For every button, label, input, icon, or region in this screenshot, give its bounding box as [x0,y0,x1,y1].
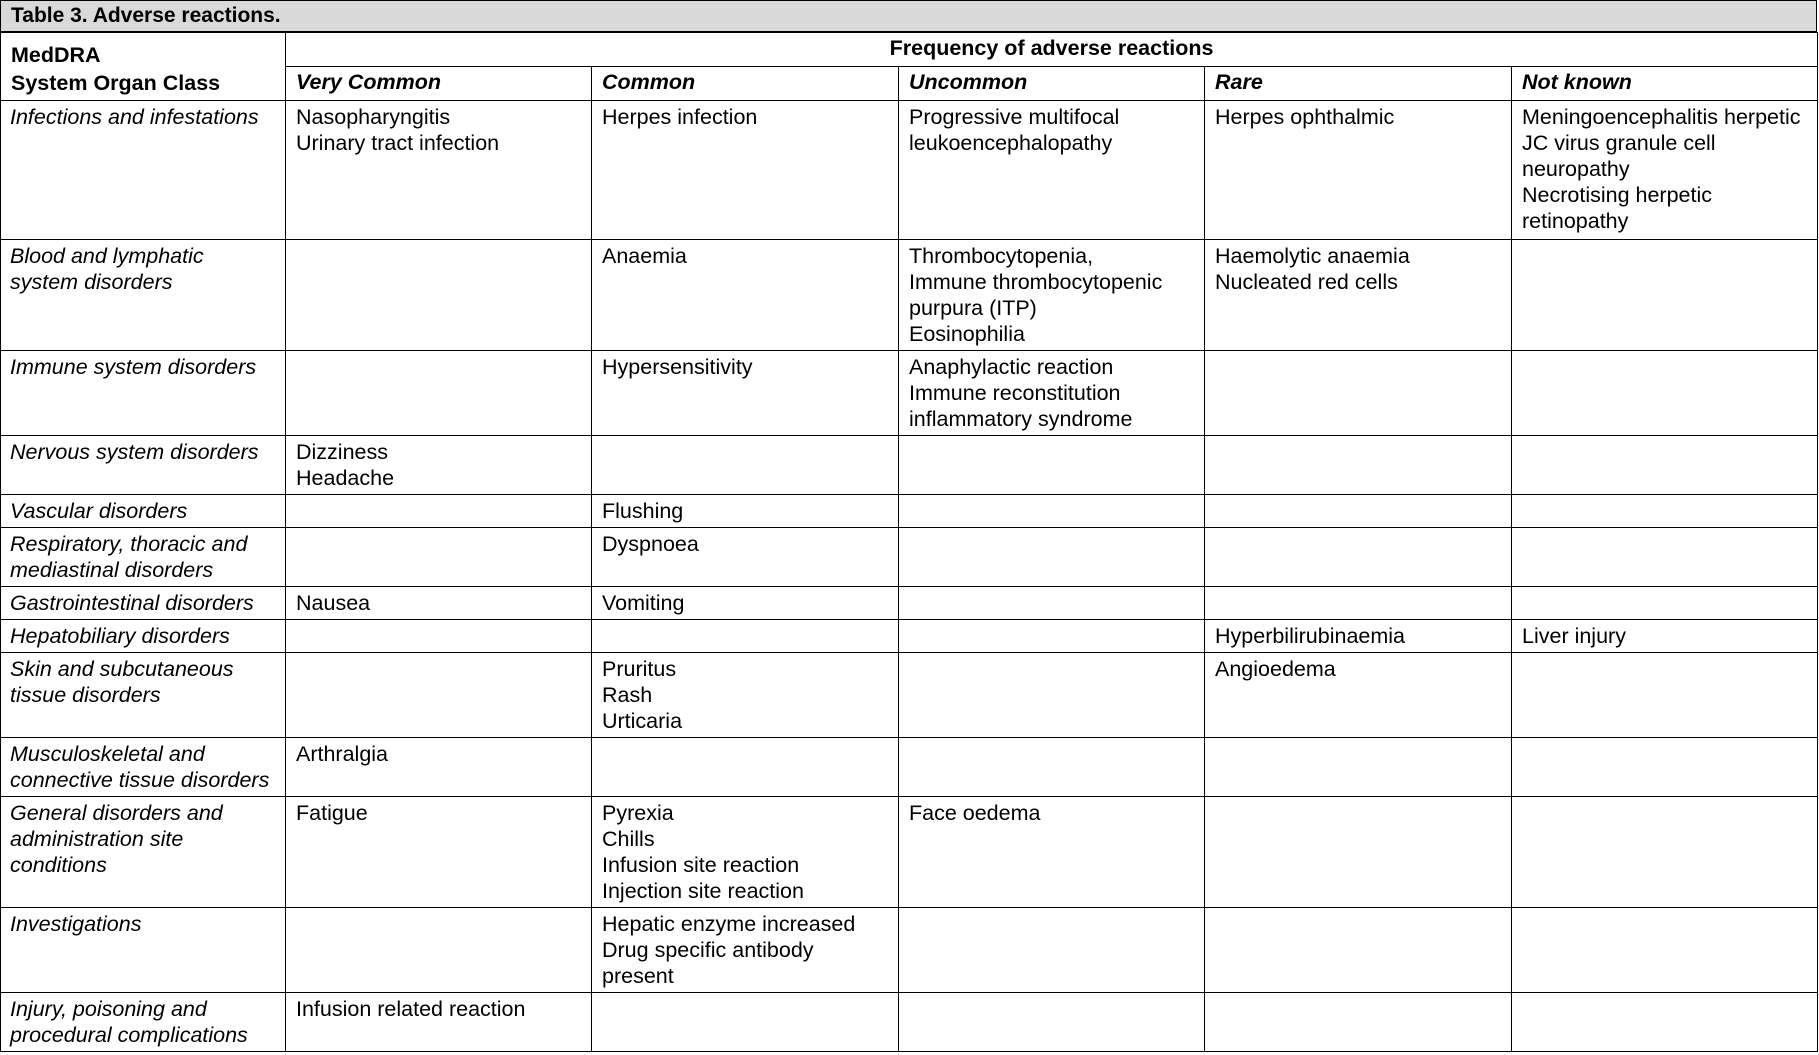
table-row [1,993,1818,1052]
reaction-item: Headache [296,466,395,490]
system-organ-class-cell [1,240,286,351]
cell-line: Nervous system disorders [10,440,259,464]
reaction-cell [286,653,592,738]
reaction-cell [1512,240,1818,351]
reaction-item: Herpes ophthalmic [1215,105,1395,129]
reaction-item: Dyspnoea [602,532,699,556]
reaction-cell [592,908,899,993]
cell-line: procedural complications [10,1023,248,1047]
reaction-cell [286,528,592,587]
reaction-cell [286,587,592,620]
reaction-cell [899,797,1205,908]
reaction-item: Haemolytic anaemia [1215,244,1410,268]
reaction-item: leukoencephalopathy [909,131,1113,155]
reaction-item: present [602,964,674,988]
category-header-common: Common [592,67,899,101]
category-header-not-known: Not known [1512,67,1818,101]
cell-line: Gastrointestinal disorders [10,591,254,615]
reaction-item: Arthralgia [296,742,389,766]
reaction-cell [1205,587,1512,620]
reaction-cell [899,993,1205,1052]
cell-line: Vascular disorders [10,499,188,523]
reaction-cell [1205,101,1512,240]
system-organ-class-cell [1,797,286,908]
reaction-cell [1512,620,1818,653]
cell-line: system disorders [10,270,173,294]
reaction-item: Meningoencephalitis herpetic [1522,105,1801,129]
reaction-cell [1205,528,1512,587]
reaction-item: Anaphylactic reaction [909,355,1114,379]
reaction-cell [1205,653,1512,738]
reaction-cell [592,653,899,738]
table-header [1,33,1818,101]
cell-line: Skin and subcutaneous [10,657,234,681]
reaction-item: Flushing [602,499,684,523]
reaction-item: Anaemia [602,244,687,268]
cell-line: Immune system disorders [10,355,257,379]
reaction-cell [1205,620,1512,653]
cell-line: tissue disorders [10,683,161,707]
reaction-item: Urinary tract infection [296,131,500,155]
table-row [1,495,1818,528]
reaction-cell [899,587,1205,620]
reaction-item: Angioedema [1215,657,1336,681]
reaction-cell [899,101,1205,240]
table-row [1,587,1818,620]
reaction-item: Immune thrombocytopenic [909,270,1163,294]
reaction-item: Drug specific antibody [602,938,814,962]
reaction-item: Thrombocytopenia, [909,244,1094,268]
reaction-cell [899,351,1205,436]
reaction-cell [899,436,1205,495]
table-row [1,528,1818,587]
cell-line: Respiratory, thoracic and [10,532,248,556]
cell-line: Blood and lymphatic [10,244,204,268]
reaction-cell [1512,351,1818,436]
reaction-cell [286,620,592,653]
system-organ-class-cell [1,495,286,528]
system-organ-class-cell [1,908,286,993]
table-row [1,908,1818,993]
reaction-cell [286,351,592,436]
system-organ-class-cell [1,738,286,797]
reaction-cell [1512,495,1818,528]
reaction-cell [1512,797,1818,908]
reaction-cell [1205,993,1512,1052]
reaction-cell [899,240,1205,351]
reaction-cell [592,993,899,1052]
system-organ-class-cell [1,620,286,653]
reaction-item: JC virus granule cell [1522,131,1716,155]
table-row [1,738,1818,797]
reaction-item: Face oedema [909,801,1041,825]
reaction-cell [592,436,899,495]
reaction-cell [1205,738,1512,797]
reaction-item: Rash [602,683,653,707]
reaction-cell [899,908,1205,993]
reaction-item: Pyrexia [602,801,674,825]
reaction-cell [1512,101,1818,240]
reaction-item: retinopathy [1522,209,1629,233]
header-line: MedDRA [11,43,101,67]
table-row [1,797,1818,908]
reaction-cell [592,528,899,587]
table-row [1,101,1818,240]
cell-line: conditions [10,853,107,877]
reaction-item: Nasopharyngitis [296,105,451,129]
reaction-cell [1205,351,1512,436]
reaction-item: Necrotising herpetic [1522,183,1713,207]
reaction-cell [1205,240,1512,351]
reaction-item: Hypersensitivity [602,355,753,379]
reaction-item: Progressive multifocal [909,105,1120,129]
reaction-cell [1205,908,1512,993]
reaction-cell [592,351,899,436]
table-row [1,351,1818,436]
reaction-item: Vomiting [602,591,685,615]
cell-line: Investigations [10,912,142,936]
category-header-uncommon: Uncommon [899,67,1205,101]
system-organ-class-cell [1,653,286,738]
table-row [1,436,1818,495]
reaction-item: Eosinophilia [909,322,1025,346]
reaction-item: Fatigue [296,801,368,825]
system-organ-class-cell [1,993,286,1052]
reaction-cell [1512,528,1818,587]
reaction-item: Urticaria [602,709,683,733]
reaction-cell [286,240,592,351]
system-organ-class-header [1,33,286,101]
reaction-item: Liver injury [1522,624,1626,648]
cell-line: administration site [10,827,184,851]
reaction-item: Dizziness [296,440,388,464]
reaction-cell [899,738,1205,797]
table-row [1,240,1818,351]
reaction-cell [592,101,899,240]
table-body [1,101,1818,1052]
cell-line: Infections and infestations [10,105,259,129]
reaction-cell [286,436,592,495]
reaction-item: Infusion related reaction [296,997,526,1021]
reaction-item: inflammatory syndrome [909,407,1133,431]
cell-line: Injury, poisoning and [10,997,207,1021]
reaction-cell [1512,653,1818,738]
cell-line: Musculoskeletal and [10,742,205,766]
reaction-cell [899,495,1205,528]
system-organ-class-cell [1,436,286,495]
reaction-cell [286,738,592,797]
reaction-item: neuropathy [1522,157,1630,181]
reaction-cell [1512,587,1818,620]
reaction-item: Nausea [296,591,371,615]
reaction-item: Herpes infection [602,105,758,129]
cell-line: connective tissue disorders [10,768,270,792]
reaction-cell [592,587,899,620]
cell-line: mediastinal disorders [10,558,214,582]
reaction-cell [1205,797,1512,908]
reaction-cell [286,495,592,528]
reaction-item: Infusion site reaction [602,853,800,877]
cell-line: General disorders and [10,801,223,825]
frequency-header: Frequency of adverse reactions [286,33,1818,67]
reaction-cell [592,738,899,797]
table-row [1,653,1818,738]
reaction-item: Hepatic enzyme increased [602,912,856,936]
reaction-cell [1512,908,1818,993]
system-organ-class-cell [1,587,286,620]
reaction-item: Chills [602,827,655,851]
reaction-cell [286,908,592,993]
reaction-cell [1205,436,1512,495]
category-header-rare: Rare [1205,67,1512,101]
table-caption: Table 3. Adverse reactions. [0,0,1817,32]
reaction-cell [899,653,1205,738]
reaction-cell [592,240,899,351]
reaction-cell [286,101,592,240]
reaction-item: Nucleated red cells [1215,270,1398,294]
reaction-cell [1512,738,1818,797]
cell-line: Hepatobiliary disorders [10,624,230,648]
reaction-cell [592,620,899,653]
system-organ-class-cell [1,528,286,587]
reaction-cell [899,620,1205,653]
reaction-cell [286,993,592,1052]
header-line: System Organ Class [11,71,221,95]
system-organ-class-cell [1,351,286,436]
reaction-item: Hyperbilirubinaemia [1215,624,1406,648]
reaction-item: Injection site reaction [602,879,804,903]
reaction-item: purpura (ITP) [909,296,1037,320]
system-organ-class-cell [1,101,286,240]
reaction-cell [592,495,899,528]
adverse-reactions-table [0,32,1818,1052]
reaction-cell [286,797,592,908]
reaction-item: Immune reconstitution [909,381,1121,405]
category-header-very-common: Very Common [286,67,592,101]
reaction-cell [1512,436,1818,495]
reaction-cell [899,528,1205,587]
reaction-cell [1205,495,1512,528]
reaction-item: Pruritus [602,657,677,681]
reaction-cell [1512,993,1818,1052]
table-row [1,620,1818,653]
reaction-cell [592,797,899,908]
